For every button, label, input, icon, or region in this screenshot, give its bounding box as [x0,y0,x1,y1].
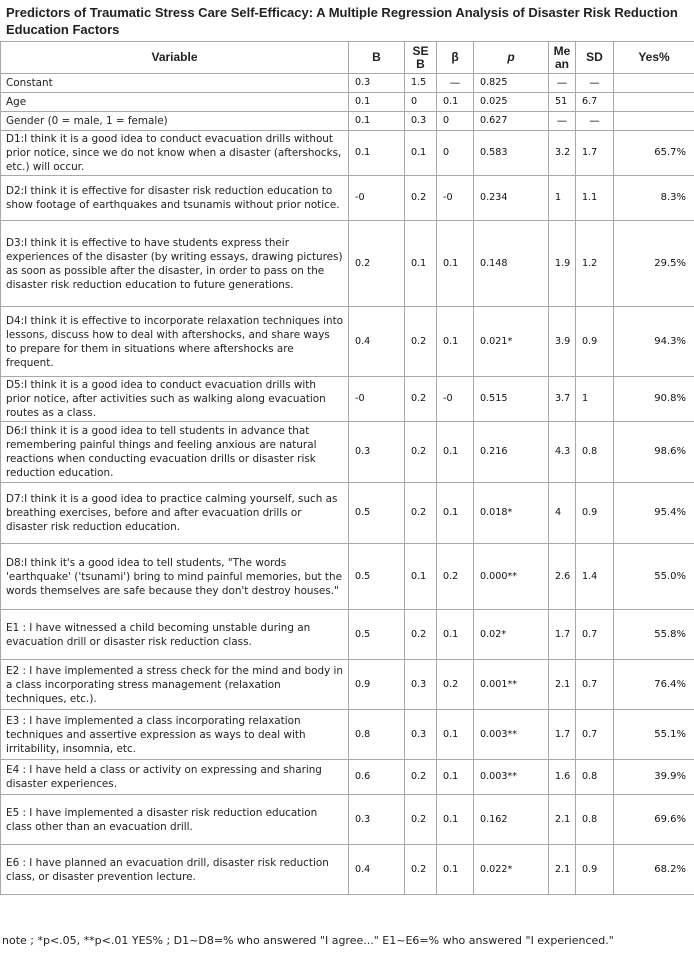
cell-variable: D6:I think it is a good idea to tell students in advance that remembering painful things and feeling anxious are natural reactions when conducting evacuation drills or disaster risk reduction education. [1,422,349,483]
cell-variable: Age [1,93,349,112]
table-note: note ; *p<.05, **p<.01 YES% ; D1~D8=% who answered "I agree..." E1~E6=% who answered "I experienced." [2,934,614,947]
cell-mean: 2.6 [549,544,576,610]
cell-b: 0.1 [349,112,405,131]
cell-b: -0 [349,377,405,422]
cell-mean: — [549,74,576,93]
cell-sd: 1.7 [576,131,614,176]
cell-mean: 1.9 [549,221,576,307]
cell-beta: 0.2 [437,544,474,610]
cell-yes: 90.8% [614,377,694,422]
cell-beta: — [437,74,474,93]
cell-beta: 0.1 [437,845,474,895]
table-row [1,93,694,112]
table-row [1,131,694,176]
cell-variable: E1 : I have witnessed a child becoming unstable during an evacuation drill or disaster risk reduction class. [1,610,349,660]
cell-p: 0.162 [474,795,549,845]
cell-yes: 65.7% [614,131,694,176]
cell-yes: 98.6% [614,422,694,483]
cell-mean: 3.7 [549,377,576,422]
table-row [1,795,694,845]
cell-sd: 0.7 [576,660,614,710]
cell-b: 0.4 [349,307,405,377]
table-row [1,377,694,422]
cell-p: 0.001** [474,660,549,710]
cell-b: 0.2 [349,221,405,307]
cell-beta: 0.1 [437,760,474,795]
cell-p: 0.000** [474,544,549,610]
cell-p: 0.583 [474,131,549,176]
cell-seb: 0.2 [405,176,437,221]
cell-seb: 0.2 [405,307,437,377]
cell-b: -0 [349,176,405,221]
cell-p: 0.022* [474,845,549,895]
cell-sd: 1.4 [576,544,614,610]
cell-variable: D7:I think it is a good idea to practice calming yourself, such as breathing exercises, before and after evacuation drills or disaster risk reduction education. [1,483,349,544]
cell-b: 0.4 [349,845,405,895]
cell-variable: E5 : I have implemented a disaster risk reduction education class other than an evacuation drill. [1,795,349,845]
cell-p: 0.025 [474,93,549,112]
header-variable: Variable [1,42,349,74]
cell-mean: 51 [549,93,576,112]
table-row [1,610,694,660]
table-row [1,112,694,131]
header-seb: SE B [405,42,437,74]
cell-beta: 0.1 [437,795,474,845]
cell-p: 0.003** [474,710,549,760]
cell-yes: 29.5% [614,221,694,307]
cell-yes: 68.2% [614,845,694,895]
cell-variable: E3 : I have implemented a class incorporating relaxation techniques and assertive expression as ways to deal with irritability, insomnia, etc. [1,710,349,760]
cell-seb: 0.2 [405,845,437,895]
cell-yes [614,112,694,131]
cell-beta: 0 [437,131,474,176]
table-title: Predictors of Traumatic Stress Care Self-Efficacy: A Multiple Regression Analysis of Disaster Risk Reduction Education Factors [6,5,678,37]
cell-mean: 1.7 [549,610,576,660]
cell-sd: 6.7 [576,93,614,112]
cell-sd: — [576,74,614,93]
table-body [1,74,694,895]
cell-sd: 0.8 [576,422,614,483]
table-row [1,307,694,377]
cell-sd: 1.2 [576,221,614,307]
cell-variable: E2 : I have implemented a stress check for the mind and body in a class incorporating stress management (relaxation techniques, etc.). [1,660,349,710]
cell-seb: 0 [405,93,437,112]
cell-beta: 0.1 [437,483,474,544]
cell-beta: -0 [437,377,474,422]
cell-p: 0.148 [474,221,549,307]
cell-mean: 1.6 [549,760,576,795]
cell-seb: 0.2 [405,422,437,483]
regression-table [0,41,694,895]
cell-p: 0.216 [474,422,549,483]
cell-sd: 0.8 [576,760,614,795]
cell-seb: 0.2 [405,795,437,845]
cell-seb: 1.5 [405,74,437,93]
cell-yes: 55.8% [614,610,694,660]
cell-seb: 0.2 [405,760,437,795]
table-row [1,221,694,307]
cell-p: 0.825 [474,74,549,93]
cell-beta: 0 [437,112,474,131]
cell-variable: Gender (0 = male, 1 = female) [1,112,349,131]
cell-variable: D1:I think it is a good idea to conduct evacuation drills without prior notice, since we do not know when a disaster (aftershocks, etc.) will occur. [1,131,349,176]
header-row [1,42,694,74]
cell-seb: 0.1 [405,544,437,610]
cell-mean: — [549,112,576,131]
cell-variable: Constant [1,74,349,93]
table-row [1,710,694,760]
header-sd: SD [576,42,614,74]
cell-b: 0.1 [349,93,405,112]
cell-b: 0.3 [349,74,405,93]
cell-sd: 0.7 [576,610,614,660]
cell-variable: D4:I think it is effective to incorporate relaxation techniques into lessons, discuss how to deal with aftershocks, and share ways to prepare for them in situations where aftershocks are frequent. [1,307,349,377]
cell-sd: 0.9 [576,307,614,377]
table-row [1,845,694,895]
cell-yes: 76.4% [614,660,694,710]
cell-sd: 1.1 [576,176,614,221]
table-row [1,176,694,221]
cell-b: 0.5 [349,483,405,544]
cell-yes: 8.3% [614,176,694,221]
cell-yes: 94.3% [614,307,694,377]
cell-seb: 0.2 [405,483,437,544]
cell-variable: D2:I think it is effective for disaster risk reduction education to show footage of earthquakes and tsunamis without prior notice. [1,176,349,221]
header-p: p [474,42,549,74]
cell-beta: 0.1 [437,710,474,760]
table-row [1,422,694,483]
cell-yes: 39.9% [614,760,694,795]
cell-yes [614,93,694,112]
cell-mean: 1 [549,176,576,221]
header-b: B [349,42,405,74]
cell-sd: 0.8 [576,795,614,845]
cell-b: 0.9 [349,660,405,710]
cell-mean: 3.9 [549,307,576,377]
cell-sd: 0.7 [576,710,614,760]
cell-yes [614,74,694,93]
cell-beta: 0.2 [437,660,474,710]
cell-yes: 69.6% [614,795,694,845]
cell-variable: D5:I think it is a good idea to conduct evacuation drills with prior notice, after activities such as walking along evacuation routes as a class. [1,377,349,422]
cell-beta: 0.1 [437,610,474,660]
cell-b: 0.3 [349,422,405,483]
cell-seb: 0.2 [405,377,437,422]
table-row [1,544,694,610]
cell-p: 0.515 [474,377,549,422]
cell-variable: D3:I think it is effective to have students express their experiences of the disaster (by writing essays, drawing pictures) as soon as possible after the disaster, in order to pass on the disaster risk reduction education to future generations. [1,221,349,307]
cell-seb: 0.3 [405,710,437,760]
cell-mean: 3.2 [549,131,576,176]
cell-yes: 55.0% [614,544,694,610]
table-row [1,483,694,544]
cell-sd: 0.9 [576,845,614,895]
cell-p: 0.02* [474,610,549,660]
table-row [1,760,694,795]
cell-b: 0.6 [349,760,405,795]
cell-sd: — [576,112,614,131]
cell-seb: 0.1 [405,221,437,307]
cell-beta: 0.1 [437,422,474,483]
cell-yes: 95.4% [614,483,694,544]
cell-p: 0.018* [474,483,549,544]
cell-p: 0.234 [474,176,549,221]
cell-p: 0.003** [474,760,549,795]
cell-beta: 0.1 [437,221,474,307]
table-row [1,74,694,93]
cell-sd: 1 [576,377,614,422]
cell-sd: 0.9 [576,483,614,544]
cell-variable: E6 : I have planned an evacuation drill, disaster risk reduction class, or disaster prevention lecture. [1,845,349,895]
cell-b: 0.1 [349,131,405,176]
cell-p: 0.021* [474,307,549,377]
cell-variable: D8:I think it's a good idea to tell students, "The words 'earthquake' ('tsunami') bring to mind painful memories, but the words themselves are safe because they don't destroy houses." [1,544,349,610]
cell-p: 0.627 [474,112,549,131]
cell-mean: 1.7 [549,710,576,760]
header-mean: Me an [549,42,576,74]
cell-seb: 0.2 [405,610,437,660]
cell-seb: 0.1 [405,131,437,176]
cell-seb: 0.3 [405,660,437,710]
cell-mean: 4.3 [549,422,576,483]
cell-beta: 0.1 [437,93,474,112]
cell-seb: 0.3 [405,112,437,131]
cell-b: 0.3 [349,795,405,845]
header-yes: Yes% [614,42,694,74]
cell-mean: 4 [549,483,576,544]
cell-mean: 2.1 [549,845,576,895]
cell-mean: 2.1 [549,795,576,845]
cell-beta: -0 [437,176,474,221]
cell-beta: 0.1 [437,307,474,377]
cell-yes: 55.1% [614,710,694,760]
table-row [1,660,694,710]
cell-b: 0.8 [349,710,405,760]
header-beta: β [437,42,474,74]
cell-mean: 2.1 [549,660,576,710]
cell-b: 0.5 [349,544,405,610]
cell-b: 0.5 [349,610,405,660]
cell-variable: E4 : I have held a class or activity on expressing and sharing disaster experiences. [1,760,349,795]
